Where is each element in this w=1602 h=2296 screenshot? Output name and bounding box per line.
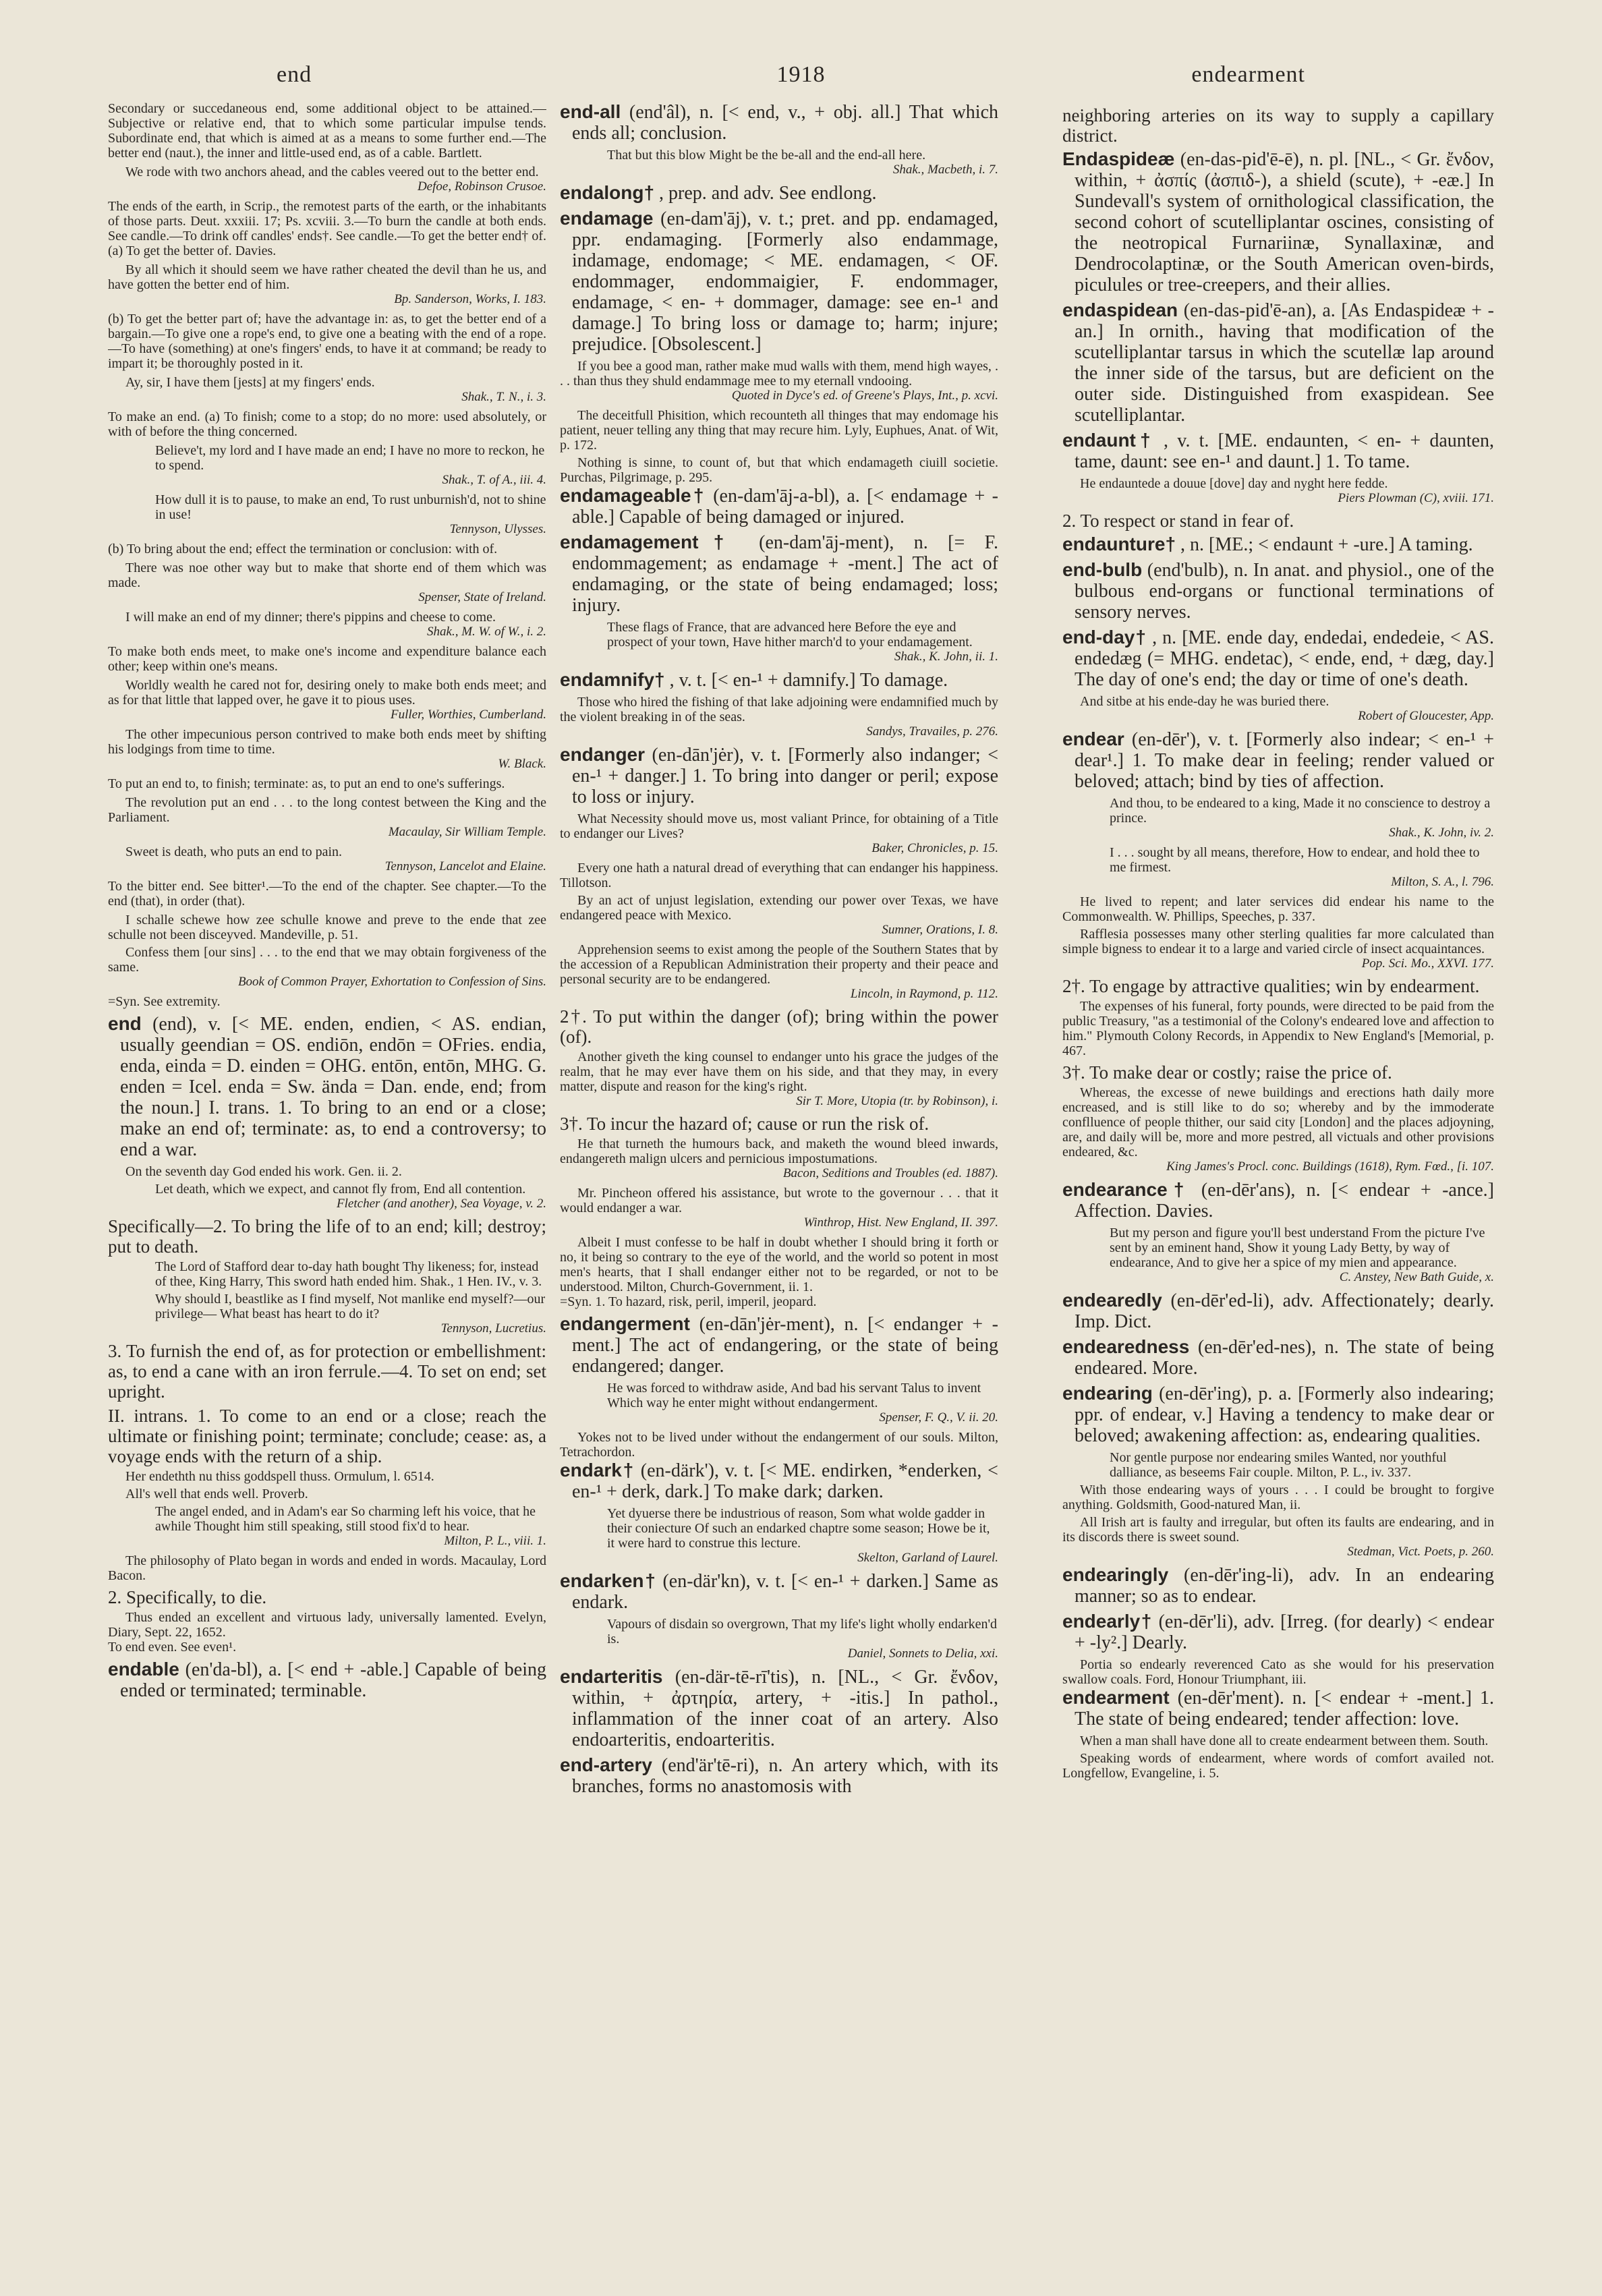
verse-quotation: Believe't, my lord and I have made an end; I have no more to reckon, he to spend. xyxy=(155,443,545,473)
quotation: By an act of unjust legislation, extending our power over Texas, we have endangered peace with Mexico. xyxy=(560,893,998,923)
citation: Shak., T. of A., iii. 4. xyxy=(442,473,546,487)
verse-quotation: I . . . sought by all means, therefore, How to endear, and hold thee to me firmest. xyxy=(1110,845,1480,875)
citation: Shak., K. John, ii. 1. xyxy=(894,650,998,664)
citation: Sumner, Orations, I. 8. xyxy=(882,923,998,937)
entry-definition: , n. [ME. ende day, endedai, endedeie, < AS. endedæg (= MHG. endetac), < ende, end, + dæg, day.] The day of one's end; the day or time of one's death. xyxy=(1075,627,1494,690)
dictionary-entry xyxy=(1062,534,1494,555)
dictionary-entry xyxy=(1062,148,1494,295)
sub-definition: To make both ends meet, to make one's income and expenditure balance each other; keep within one's means. xyxy=(108,644,546,674)
dictionary-entry xyxy=(1062,1611,1494,1653)
entry-headword: endamnify† xyxy=(560,669,665,690)
dictionary-entry xyxy=(1062,299,1494,426)
sub-definition: To the bitter end. See bitter¹.—To the end of the chapter. See chapter.—To the end (that), in order (that). xyxy=(108,879,546,909)
header-left-guideword: end xyxy=(277,62,312,87)
sub-definition: To put an end to, to finish; terminate: as, to put an end to one's sufferings. xyxy=(108,776,505,791)
dictionary-entry xyxy=(1062,627,1494,690)
verse-quotation: And thou, to be endeared to a king, Made it no conscience to destroy a prince. xyxy=(1110,796,1491,826)
entry-definition: , n. [ME.; < endaunt + -ure.] A taming. xyxy=(1176,534,1473,555)
entry-definition: , prep. and adv. See endlong. xyxy=(654,183,877,204)
quotation: The philosophy of Plato began in words and ended in words. Macaulay, Lord Bacon. xyxy=(108,1553,546,1583)
sense-definition: II. intrans. 1. To come to an end or a close; reach the ultimate or finishing point; terminate; conclude; cease: as, a voyage ends with the return of a ship. xyxy=(108,1406,546,1466)
citation: Baker, Chronicles, p. 15. xyxy=(871,841,998,855)
entry-definition: (en-dēr'ment). n. [< endear + -ment.] 1. The state of being endeared; tender affection: love. xyxy=(1075,1688,1494,1729)
dictionary-entry xyxy=(560,101,998,144)
sense-definition: 3†. To incur the hazard of; cause or run the risk of. xyxy=(560,1114,929,1134)
entry-definition: (en-där'kn), v. t. [< en-¹ + darken.] Same as endark. xyxy=(572,1571,998,1613)
dictionary-entry xyxy=(560,182,998,204)
dictionary-entry xyxy=(560,485,998,527)
dictionary-entry xyxy=(1062,1564,1494,1607)
sense-definition: 2. To respect or stand in fear of. xyxy=(1062,511,1294,531)
citation: Milton, P. L., viii. 1. xyxy=(444,1534,546,1548)
entry-headword: endarteritis xyxy=(560,1666,663,1687)
entry-definition: (en-dēr'ans), n. [< endear + -ance.] Affection. Davies. xyxy=(1075,1180,1494,1222)
quotation: Nothing is sinne, to count of, but that which endamageth ciuill societie. Purchas, Pilgrimage, p. 295. xyxy=(560,455,998,485)
entry-definition: (en-dān'jėr-ment), n. [< endanger + -ment.] The act of endangering, or the state of being endangered; danger. xyxy=(572,1314,998,1377)
dictionary-entry xyxy=(560,1666,998,1750)
column-2 xyxy=(560,101,998,2246)
quotation: Apprehension seems to exist among the people of the Southern States that by the accession of a Republican Administration their property and their peace and personal security are to be endangered. xyxy=(560,942,998,987)
entry-definition: (end'bulb), n. In anat. and physiol., one of the bulbous end-organs or functional terminations of sensory nerves. xyxy=(1075,560,1494,623)
entry-headword: endamagement† xyxy=(560,532,739,552)
entry-definition: (end'âl), n. [< end, v., + obj. all.] That which ends all; conclusion. xyxy=(572,102,998,144)
dictionary-entry xyxy=(1062,1290,1494,1332)
citation: Sandys, Travailes, p. 276. xyxy=(866,724,998,739)
sub-definition: (b) To bring about the end; effect the termination or conclusion: with of. xyxy=(108,542,498,556)
citation: Defoe, Robinson Crusoe. xyxy=(417,179,546,194)
sub-definition: The ends of the earth, in Scrip., the remotest parts of the earth, or the inhabitants of those parts. Deut. xxxiii. 17; Ps. xcviii. 3.—To burn the candle at both ends. See candle.—To drink off candles' ends†. See candle.—To get the better end† of. (a) To get the better of. Davies. xyxy=(108,199,546,258)
page-number: 1918 xyxy=(776,62,826,87)
quotation: The other impecunious person contrived to make both ends meet by shifting his lodgings from time to time. xyxy=(108,727,546,757)
citation: Fuller, Worthies, Cumberland. xyxy=(391,708,546,722)
citation: Tennyson, Lucretius. xyxy=(440,1321,546,1336)
quotation: Speaking words of endearment, where words of comfort availed not. Longfellow, Evangeline, i. 5. xyxy=(1062,1751,1494,1781)
header-right-guideword: endearment xyxy=(1191,62,1305,87)
entry-definition: (en-dam'āj-ment), n. [= F. endommagement; as endamage + -ment.] The act of endamaging, or the state of being endamaged; loss; injury. xyxy=(572,532,998,616)
dictionary-entry xyxy=(108,1013,546,1160)
entry-headword: endearing xyxy=(1062,1383,1153,1404)
verse-quotation: The angel ended, and in Adam's ear So charming left his voice, that he awhile Thought him still speaking, still stood fix'd to hear. xyxy=(155,1504,536,1534)
quotation: The expenses of his funeral, forty pounds, were directed to be paid from the public Treasury, "as a testimonial of the Colony's endeared love and affection to him." Plymouth Colony Records, in Appendix to New England's [Memorial, p. 467. xyxy=(1062,999,1494,1058)
quotation: I will make an end of my dinner; there's pippins and cheese to come. xyxy=(125,610,496,625)
entry-definition: (en-där-tē-rī'tis), n. [NL., < Gr. ἔνδον, within, + ἀρτηρία, artery, + -itis.] In pathol., inflammation of the inner coat of an artery. Also endoarteritis, endoarteritis. xyxy=(572,1667,998,1750)
entry-headword: endearly† xyxy=(1062,1611,1153,1632)
quotation: There was noe other way but to make that shorte end of them which was made. xyxy=(108,561,546,590)
quotation: Thus ended an excellent and virtuous lady, universally lamented. Evelyn, Diary, Sept. 22, 1652. xyxy=(108,1610,546,1640)
quotation: Whereas, the excesse of newe buildings and erections hath daily more encreased, and is still like to do so; whereby and by the immoderate conflluence of people thither, our said city [London] and the places adjoyning, are, and daily will be, more and more pestred, all victuals and other provisions endeared, &c. xyxy=(1062,1085,1494,1159)
verse-quotation: Why should I, beastlike as I find myself, Not manlike end myself?—our privilege— What beast has heart to do it? xyxy=(155,1292,546,1321)
citation: Stedman, Vict. Poets, p. 260. xyxy=(1347,1545,1494,1559)
quotation: Another giveth the king counsel to endanger unto his grace the judges of the realm, that he may ever have them on his side, and that they may, in every matter, dispute and reason for the king's right. xyxy=(560,1050,998,1094)
sub-definition: To make an end. (a) To finish; come to a stop; do no more: used absolutely, or with of before the thing concerned. xyxy=(108,409,546,439)
verse-quotation: Yet dyuerse there be industrious of reason, Som what wolde gadder in their coniecture Of such an endarked chaptre some season; Howe be it, it were hard to construe this lecture. xyxy=(607,1506,990,1551)
entry-headword: end-day† xyxy=(1062,627,1147,648)
citation: Spenser, State of Ireland. xyxy=(418,590,546,604)
verse-quotation: But my person and figure you'll best understand From the picture I've sent by an eminent hand, Show it young Lady Betty, by way of endearance, And to give her a spice of my mien and appearance. xyxy=(1110,1226,1485,1270)
entry-headword: endearingly xyxy=(1062,1564,1169,1585)
quotation: Confess them [our sins] . . . to the end that we may obtain forgiveness of the same. xyxy=(108,945,546,975)
entry-definition: (en-das-pid'ē-ē), n. pl. [NL., < Gr. ἔνδον, within, + ἀσπίς (ἀσπιδ-), a shield (scute), + -eæ.] In Sundevall's system of ornithological classification, the second cohort of scutelliplantar oscines, consisting of the neotropical Furnariinæ, Synallaxinæ, and Dendrocolaptinæ, or the South American oven-birds, piculules or tree-creepers, and their allies. xyxy=(1075,149,1494,295)
entry-headword: endaunt† xyxy=(1062,430,1155,451)
dictionary-entry xyxy=(560,744,998,807)
quotation: I schalle schewe how zee schulle knowe and preve to the ende that zee schulle not been disceyved. Mandeville, p. 51. xyxy=(108,913,546,942)
verse-quotation: Vapours of disdain so overgrown, That my life's light wholly endarken'd is. xyxy=(607,1617,998,1646)
entry-definition: (en-dēr'ing), p. a. [Formerly also indearing; ppr. of endear, v.] Having a tendency to make dear or beloved; awakening affection: as, endearing qualities. xyxy=(1075,1383,1494,1446)
quotation: If you bee a good man, rather make mud walls with them, mend high wayes, . . . than thus they shuld endammage mee to my eternall vndooing. xyxy=(560,359,998,389)
citation: Daniel, Sonnets to Delia, xxi. xyxy=(847,1646,998,1661)
quotation: Those who hired the fishing of that lake adjoining were endamnified much by the violent breaking in of the seas. xyxy=(560,695,998,724)
quotation: Mr. Pincheon offered his assistance, but wrote to the governour . . . that it would endanger a war. xyxy=(560,1186,998,1215)
quotation: Sweet is death, who puts an end to pain. xyxy=(125,844,343,859)
quotation: With those endearing ways of yours . . . I could be brought to forgive anything. Goldsmith, Good-natured Man, ii. xyxy=(1062,1483,1494,1512)
verse-quotation: Nor gentle purpose nor endearing smiles Wanted, nor youthful dalliance, as beseems Fair couple. Milton, P. L., iv. 337. xyxy=(1110,1450,1447,1480)
citation: Quoted in Dyce's ed. of Greene's Plays, Int., p. xcvi. xyxy=(731,389,998,403)
sub-definition: =Syn. See extremity. xyxy=(108,994,221,1009)
quotation: Every one hath a natural dread of everything that can endanger his happiness. Tillotson. xyxy=(560,861,998,890)
citation: Fletcher (and another), Sea Voyage, v. 2. xyxy=(337,1197,546,1211)
citation: Milton, S. A., l. 796. xyxy=(1391,875,1494,889)
dictionary-entry xyxy=(560,1313,998,1377)
dictionary-entry xyxy=(560,532,998,616)
citation: Bp. Sanderson, Works, I. 183. xyxy=(394,292,546,306)
dictionary-entry xyxy=(1062,430,1494,472)
quotation: What Necessity should move us, most valiant Prince, for obtaining of a Title to endanger our Lives? xyxy=(560,811,998,841)
verse-quotation: How dull it is to pause, to make an end, To rust unburnish'd, not to shine in use! xyxy=(155,492,546,522)
quotation: The deceitfull Phisition, which recounteth all thinges that may endomage his patient, neuer telling any thing that may recure him. Lyly, Euphues, Anat. of Wit, p. 172. xyxy=(560,408,998,453)
citation: Shak., T. N., i. 3. xyxy=(461,390,546,404)
entry-definition: (en-dam'āj-a-bl), a. [< endamage + -able.] Capable of being damaged or injured. xyxy=(572,486,998,527)
citation: Piers Plowman (C), xviii. 171. xyxy=(1338,491,1494,505)
sense-definition: 2†. To engage by attractive qualities; win by endearment. xyxy=(1062,976,1480,996)
sense-definition: 2†. To put within the danger (of); bring within the power (of). xyxy=(560,1006,998,1047)
citation: Tennyson, Ulysses. xyxy=(449,522,546,536)
entry-headword: endamage xyxy=(560,208,654,229)
entry-definition: (en-dēr'li), adv. [Irreg. (for dearly) < endear + -ly².] Dearly. xyxy=(1075,1611,1494,1653)
citation: Spenser, F. Q., V. ii. 20. xyxy=(879,1410,998,1425)
sense-definition: 2. Specifically, to die. xyxy=(108,1587,267,1607)
quotation: Rafflesia possesses many other sterling qualities far more calculated than simple bigness to endear it to a large and varied circle of insect acquaintances. xyxy=(1062,927,1494,956)
entry-definition: , v. t. [ME. endaunten, < en- + daunten, tame, daunt: see en-¹ and daunt.] 1. To tame. xyxy=(1075,430,1494,472)
dictionary-entry xyxy=(560,1460,998,1502)
dictionary-entry xyxy=(560,1570,998,1613)
quotation: We rode with two anchors ahead, and the cables veered out to the better end. xyxy=(125,165,539,179)
entry-definition: (en'da-bl), a. [< end + -able.] Capable of being ended or terminated; terminable. xyxy=(120,1659,546,1701)
entry-definition: (end'är'tē-ri), n. An artery which, with its branches, forms no anastomosis with xyxy=(572,1755,998,1797)
quotation: He endauntede a douue [dove] day and nyght here fedde. xyxy=(1080,476,1388,491)
entry-headword: endaspidean xyxy=(1062,299,1178,320)
entry-headword: endable xyxy=(108,1659,179,1680)
quotation: He that turneth the humours back, and maketh the wound bleed inwards, endangereth malign ulcers and pernicious impostumations. xyxy=(560,1137,998,1166)
quotation: The revolution put an end . . . to the long contest between the King and the Parliament. xyxy=(108,795,546,825)
entry-definition: (en-dēr'ed-nes), n. The state of being endeared. More. xyxy=(1075,1337,1494,1379)
sub-definition: To end even. See even¹. xyxy=(108,1640,237,1655)
citation: Shak., M. W. of W., i. 2. xyxy=(427,625,546,639)
citation: Winthrop, Hist. New England, II. 397. xyxy=(803,1215,998,1230)
entry-definition: , v. t. [< en-¹ + damnify.] To damage. xyxy=(664,670,948,691)
sense-definition: Specifically—2. To bring the life of to an end; kill; destroy; put to death. xyxy=(108,1216,546,1257)
entry-headword: endearedly xyxy=(1062,1290,1162,1311)
entry-headword: endamageable† xyxy=(560,485,706,506)
dictionary-entry xyxy=(560,208,998,355)
citation: C. Anstey, New Bath Guide, x. xyxy=(1339,1270,1494,1284)
sense-definition: 3†. To make dear or costly; raise the price of. xyxy=(1062,1062,1392,1083)
quotation: All Irish art is faulty and irregular, but often its faults are endearing, and in its discords there is sweet sound. xyxy=(1062,1515,1494,1545)
entry-definition: (en-das-pid'ē-an), a. [As Endaspideæ + -an.] In ornith., having that modification of the scutelliplantar tarsus in which the scutellæ lap around the inner side of the tarsus, but are deficient on the outer side. Distinguished from exaspidean. See scutelliplantar. xyxy=(1075,300,1494,426)
entry-definition: (en-dēr'), v. t. [Formerly also indear; < en-¹ + dear¹.] 1. To make dear in feeling; render valued or beloved; attach; bind by ties of affection. xyxy=(1075,729,1494,792)
entry-headword: endalong† xyxy=(560,182,655,203)
verse-quotation: He was forced to withdraw aside, And bad his servant Talus to invent Which way he enter might without endangerment. xyxy=(607,1381,981,1410)
verse-quotation: That but this blow Might be the be-all and the end-all here. xyxy=(607,148,926,163)
quotation: Yokes not to be lived under without the endangerment of our souls. Milton, Tetrachordon. xyxy=(560,1430,998,1460)
citation: Pop. Sci. Mo., XXVI. 177. xyxy=(1361,956,1494,971)
entry-definition: (en-dam'āj), v. t.; pret. and pp. endamaged, ppr. endamaging. [Formerly also endammage, indamage, endomage; < ME. endamagen, < OF. endommager, endommaigier, F. endommager, endamage, < en- + dommager, damage: see en-¹ and damage.] To bring loss or damage to; harm; injure; prejudice. [Obsolescent.] xyxy=(572,208,998,355)
column-1 xyxy=(108,101,546,2246)
entry-definition: (en-dēr'ed-li), adv. Affectionately; dearly. Imp. Dict. xyxy=(1075,1290,1494,1332)
dictionary-entry xyxy=(560,669,998,691)
citation: W. Black. xyxy=(498,757,546,771)
quotation: He lived to repent; and later services did endear his name to the Commonwealth. W. Phillips, Speeches, p. 337. xyxy=(1062,894,1494,924)
dictionary-entry xyxy=(560,1754,998,1797)
dictionary-entry xyxy=(108,1659,546,1701)
entry-headword: endanger xyxy=(560,744,646,765)
citation: King James's Procl. conc. Buildings (1618), Rym. Fœd., [i. 107. xyxy=(1166,1159,1494,1174)
sub-definition: (b) To get the better part of; have the advantage in: as, to get the better end of a bargain.—To give one a rope's end, to give one a beating with the end of a rope.—To have (something) at one's fingers' ends, to have it at command; be ready to impart it; be thoroughly posted in it. xyxy=(108,312,546,371)
entry-headword: endear xyxy=(1062,728,1124,749)
entry-headword: end-bulb xyxy=(1062,559,1143,580)
entry-headword: endearedness xyxy=(1062,1336,1190,1357)
sense-definition: neighboring arteries on its way to supply a capillary district. xyxy=(1062,105,1494,146)
entry-headword: end xyxy=(108,1013,142,1034)
entry-headword: Endaspideæ xyxy=(1062,148,1175,169)
quotation: Ay, sir, I have them [jests] at my fingers' ends. xyxy=(125,375,375,390)
entry-headword: end-artery xyxy=(560,1754,652,1775)
entry-headword: endearance† xyxy=(1062,1179,1191,1200)
quotation: Portia so endearly reverenced Cato as she would for his preservation swallow coals. Ford, Honour Triumphant, iii. xyxy=(1062,1657,1494,1687)
entry-definition: (end), v. [< ME. enden, endien, < AS. endian, usually geendian = OS. endiōn, endōn = OFries. endia, enda, einda = D. einden = OHG. entōn, entōn, MHG. G. enden = Icel. enda = Sw. ända = Dan. ende, end; from the noun.] I. trans. 1. To bring to an end or a close; make an end of; terminate: as, to end a controversy; to end a war. xyxy=(120,1014,546,1160)
quotation: When a man shall have done all to create endearment between them. South. xyxy=(1080,1733,1489,1748)
quotation: Worldly wealth he cared not for, desiring onely to make both ends meet; and as for that little that lapped over, he gave it to pious uses. xyxy=(108,678,546,708)
sub-definition: Secondary or succedaneous end, some additional object to be attained.—Subjective or relative end, that to which some particular impulse tends. Subordinate end, that which is aimed at as a means to some further end.—The better end (naut.), the inner and little-used end, as of a cable. Bartlett. xyxy=(108,101,546,161)
quotation: And sitbe at his ende-day he was buried there. xyxy=(1080,694,1329,709)
entry-definition: (en-därk'), v. t. [< ME. endirken, *enderken, < en-¹ + derk, dark.] To make dark; darken. xyxy=(572,1460,998,1502)
dictionary-entry xyxy=(1062,1687,1494,1729)
citation: Sir T. More, Utopia (tr. by Robinson), i. xyxy=(796,1094,998,1108)
entry-headword: endaunture† xyxy=(1062,534,1176,554)
dictionary-entry xyxy=(1062,1383,1494,1446)
entry-headword: endearment xyxy=(1062,1687,1170,1708)
verse-quotation: These flags of France, that are advanced here Before the eye and prospect of your town, Have hither march'd to your endamagement. xyxy=(607,620,973,650)
citation: Bacon, Seditions and Troubles (ed. 1887). xyxy=(782,1166,998,1180)
citation: Skelton, Garland of Laurel. xyxy=(857,1551,998,1565)
quotation: Her endethth nu thiss goddspell thuss. Ormulum, l. 6514. xyxy=(125,1469,434,1484)
dictionary-entry xyxy=(1062,728,1494,792)
entry-definition: (en-dēr'ing-li), adv. In an endearing manner; so as to endear. xyxy=(1075,1565,1494,1607)
entry-definition: (en-dān'jėr), v. t. [Formerly also indanger; < en-¹ + danger.] 1. To bring into danger or peril; expose to loss or injury. xyxy=(572,745,998,807)
citation: Tennyson, Lancelot and Elaine. xyxy=(384,859,546,873)
citation: Shak., Macbeth, i. 7. xyxy=(892,163,998,177)
citation: Robert of Gloucester, App. xyxy=(1358,709,1494,723)
citation: Book of Common Prayer, Exhortation to Confession of Sins. xyxy=(237,975,546,989)
entry-headword: endarken† xyxy=(560,1570,657,1591)
quotation: By all which it should seem we have rather cheated the devil than he us, and have gotten the better end of him. xyxy=(108,262,546,292)
verse-quotation: The Lord of Stafford dear to-day hath bought Thy likeness; for, instead of thee, King Harry, This sword hath ended him. Shak., 1 Hen. IV., v. 3. xyxy=(155,1259,542,1289)
citation: Shak., K. John, iv. 2. xyxy=(1389,826,1494,840)
entry-headword: end-all xyxy=(560,101,621,122)
dictionary-entry xyxy=(1062,559,1494,623)
quotation: Albeit I must confesse to be half in doubt whether I should bring it forth or no, it being so contrary to the eye of the world, and the world so potent in most men's hearts, that I shall endanger either not to be regarded, or not to be understood. Milton, Church-Government, ii. 1. xyxy=(560,1235,998,1294)
verse-quotation: Let death, which we expect, and cannot fly from, End all contention. xyxy=(155,1182,526,1197)
quotation: All's well that ends well. Proverb. xyxy=(125,1487,308,1501)
entry-headword: endark† xyxy=(560,1460,635,1481)
dictionary-entry xyxy=(1062,1179,1494,1222)
citation: Macaulay, Sir William Temple. xyxy=(388,825,546,839)
quotation: On the seventh day God ended his work. Gen. ii. 2. xyxy=(125,1164,402,1179)
sense-definition: 3. To furnish the end of, as for protection or embellishment: as, to end a cane with an iron ferrule.—4. To set on end; set upright. xyxy=(108,1341,546,1402)
sub-definition: =Syn. 1. To hazard, risk, peril, imperil, jeopard. xyxy=(560,1294,817,1309)
running-head xyxy=(108,62,1494,96)
column-3 xyxy=(1062,101,1494,2246)
entry-headword: endangerment xyxy=(560,1313,690,1334)
dictionary-entry xyxy=(1062,1336,1494,1379)
citation: Lincoln, in Raymond, p. 112. xyxy=(850,987,998,1001)
